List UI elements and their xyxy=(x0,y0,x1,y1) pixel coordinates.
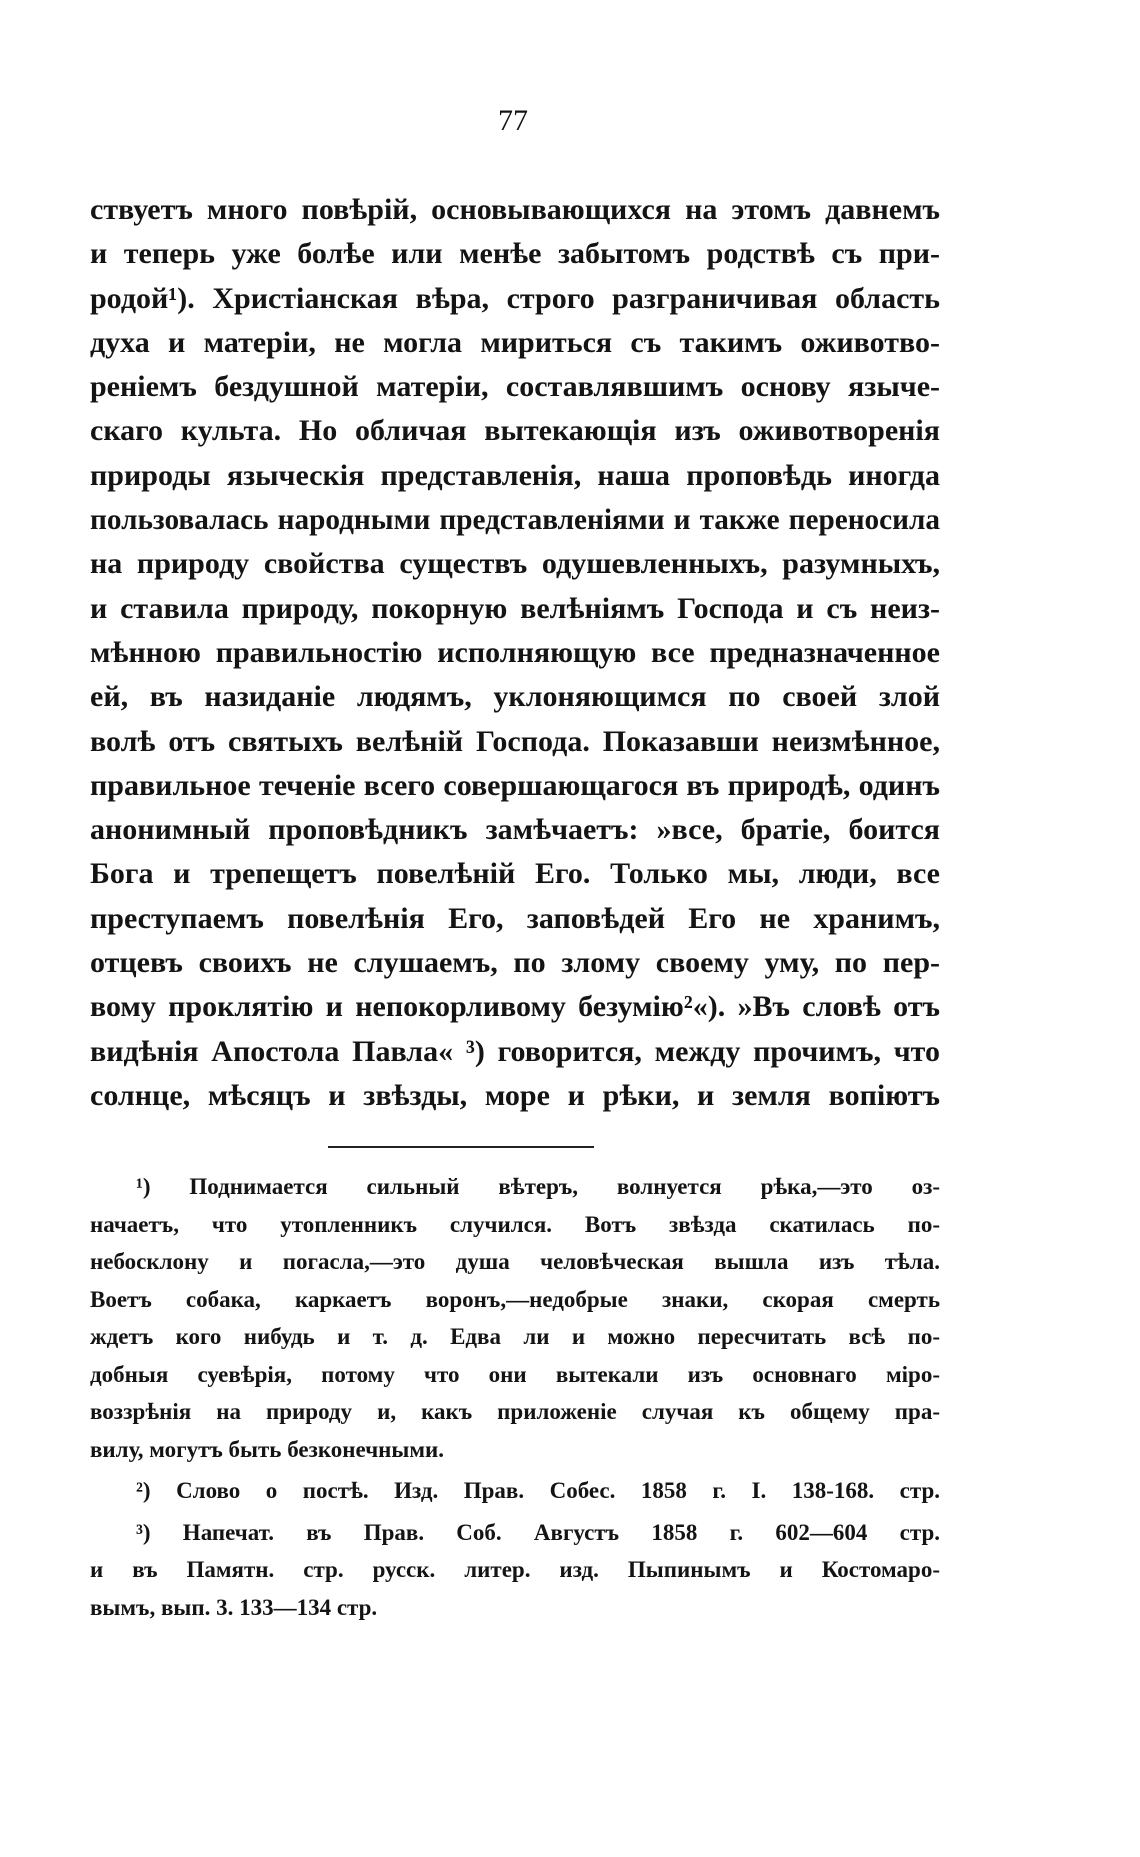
body-line: солнце, мѣсяцъ и звѣзды, море и рѣки, и земля вопіютъ xyxy=(90,1078,940,1112)
footnote-divider xyxy=(328,1146,594,1148)
footnote-line: ¹) Поднимается сильный вѣтеръ, волнуется рѣка,—это оз- xyxy=(136,1174,940,1199)
body-line: Бога и трепещетъ повелѣній Его. Только мы, люди, все xyxy=(90,857,940,891)
footnote-line: небосклону и погасла,—это душа человѣческая вышла изъ тѣла. xyxy=(90,1249,940,1274)
body-text xyxy=(90,188,940,1118)
body-line: видѣнія Апостола Павла« ³) говорится, между прочимъ, что xyxy=(90,1034,940,1068)
footnote-line: вилу, могутъ быть безконечными. xyxy=(90,1436,445,1462)
footnote-line: ²) Слово о постѣ. Изд. Прав. Собес. 1858 г. I. 138-168. стр. xyxy=(136,1478,940,1503)
body-line: и теперь уже болѣе или менѣе забытомъ родствѣ съ при- xyxy=(90,237,940,271)
body-line: ей, въ назиданіе людямъ, уклоняющимся по своей злой xyxy=(90,680,940,714)
footnote-3 xyxy=(90,1514,940,1627)
footnote-line: начаетъ, что утопленникъ случился. Вотъ звѣзда скатилась по- xyxy=(90,1211,940,1237)
body-line: на природу свойства существъ одушевленныхъ, разумныхъ, xyxy=(90,547,940,581)
footnote-1 xyxy=(90,1168,940,1468)
footnote-line: вымъ, вып. 3. 133—134 стр. xyxy=(90,1594,378,1620)
body-line: преступаемъ повелѣнія Его, заповѣдей Его не хранимъ, xyxy=(90,901,940,935)
body-line: ствуетъ много повѣрій, основывающихся на этомъ давнемъ xyxy=(90,193,940,226)
body-line: отцевъ своихъ не слушаемъ, по злому своему уму, по пер- xyxy=(90,946,940,980)
body-line: скаго культа. Но обличая вытекающія изъ оживотворенія xyxy=(90,414,940,448)
body-line: реніемъ бездушной матеріи, составлявшимъ основу языче- xyxy=(90,370,940,404)
body-line: мѣнною правильностію исполняющую все предназначенное xyxy=(90,635,940,669)
footnote-line: ждетъ кого нибудь и т. д. Едва ли и можно пересчитать всѣ по- xyxy=(90,1324,940,1349)
body-line: анонимный проповѣдникъ замѣчаетъ: »все, братіе, боится xyxy=(90,813,940,847)
footnote-line: и въ Памятн. стр. русск. литер. изд. Пыпинымъ и Костомаро- xyxy=(90,1557,940,1582)
body-line: природы языческія представленія, наша проповѣдь иногда xyxy=(90,458,940,492)
body-line: правильное теченіе всего совершающагося въ природѣ, одинъ xyxy=(90,768,940,802)
page-number: 77 xyxy=(498,104,528,137)
footnote-line: добныя суевѣрія, потому что они вытекали изъ основнаго міро- xyxy=(90,1361,940,1387)
body-line: пользовалась народными представленіями и также переносила xyxy=(90,504,940,537)
body-line: духа и матеріи, не могла мириться съ такимъ оживотво- xyxy=(90,325,940,359)
body-line: вому проклятію и непокорливому безумію²«). »Въ словѣ отъ xyxy=(90,990,940,1024)
footnote-2 xyxy=(90,1472,940,1510)
footnote-line: ³) Напечат. въ Прав. Соб. Августъ 1858 г. 602—604 стр. xyxy=(136,1519,940,1545)
footnote-line: воззрѣнія на природу и, какъ приложеніе случая къ общему пра- xyxy=(90,1399,940,1424)
footnote-line: Воетъ собака, каркаетъ воронъ,—недобрые знаки, скорая смерть xyxy=(90,1286,940,1312)
body-line: и ставила природу, покорную велѣніямъ Господа и съ неиз- xyxy=(90,591,940,625)
body-line: волѣ отъ святыхъ велѣній Господа. Показавши неизмѣнное, xyxy=(90,724,940,758)
body-line: родой¹). Христіанская вѣра, строго разграничивая область xyxy=(90,281,940,315)
footnotes xyxy=(90,1168,940,1626)
